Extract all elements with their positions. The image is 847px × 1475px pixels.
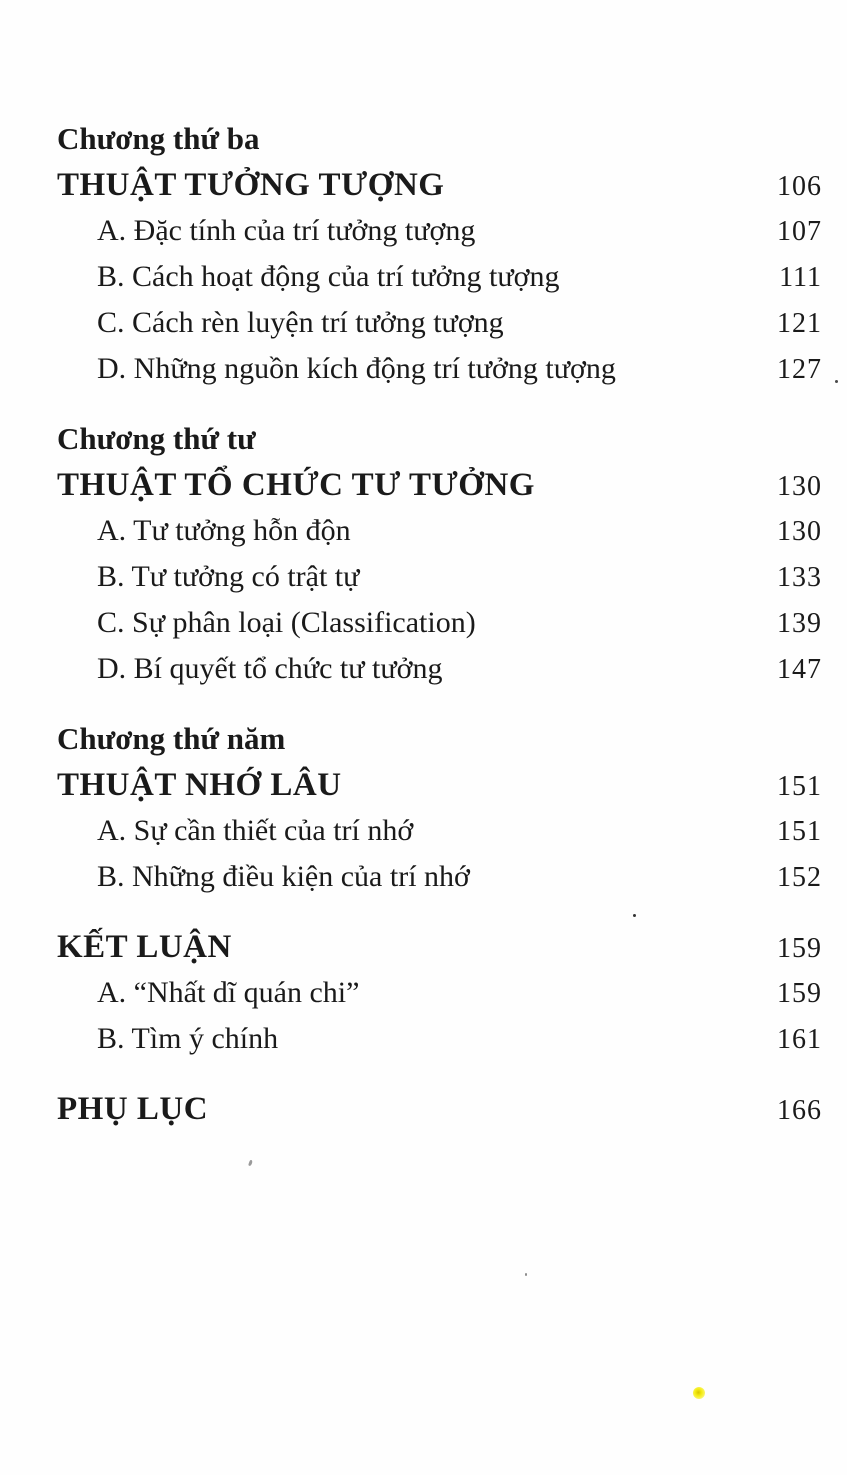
toc-item-page-number: 111 bbox=[779, 262, 822, 293]
toc-section-chapter-4 bbox=[57, 416, 822, 692]
chapter-title-row bbox=[57, 162, 822, 208]
toc-item-label: B. Những điều kiện của trí nhớ bbox=[97, 860, 470, 893]
chapter-title: THUẬT NHỚ LÂU bbox=[57, 767, 342, 803]
toc-item-page-number: 152 bbox=[777, 862, 822, 893]
toc-item-label: C. Cách rèn luyện trí tưởng tượng bbox=[97, 306, 504, 339]
scan-speck-icon bbox=[633, 914, 636, 917]
chapter-title-row bbox=[57, 924, 822, 970]
chapter-page-number: 106 bbox=[777, 171, 822, 202]
chapter-title: KẾT LUẬN bbox=[57, 929, 232, 965]
toc-item-page-number: 147 bbox=[777, 654, 822, 685]
table-of-contents bbox=[57, 116, 822, 1156]
toc-item bbox=[57, 346, 822, 392]
chapter-label: Chương thứ năm bbox=[57, 721, 286, 756]
scan-speck-icon bbox=[248, 1160, 253, 1167]
toc-section-chapter-5 bbox=[57, 716, 822, 900]
chapter-title: THUẬT TƯỞNG TƯỢNG bbox=[57, 167, 445, 203]
chapter-page-number: 159 bbox=[777, 933, 822, 964]
toc-item-page-number: 121 bbox=[777, 308, 822, 339]
toc-item-page-number: 139 bbox=[777, 608, 822, 639]
chapter-title: PHỤ LỤC bbox=[57, 1091, 209, 1127]
chapter-page-number: 151 bbox=[777, 771, 822, 802]
toc-item-label: B. Cách hoạt động của trí tưởng tượng bbox=[97, 260, 560, 293]
chapter-title-row bbox=[57, 762, 822, 808]
toc-section-chapter-3 bbox=[57, 116, 822, 392]
chapter-title-row bbox=[57, 1086, 822, 1132]
chapter-title: THUẬT TỔ CHỨC TƯ TƯỞNG bbox=[57, 467, 535, 503]
toc-item-page-number: 107 bbox=[777, 216, 822, 247]
toc-item bbox=[57, 508, 822, 554]
chapter-label: Chương thứ ba bbox=[57, 121, 260, 156]
scan-speck-icon bbox=[835, 380, 838, 383]
toc-item-label: C. Sự phân loại (Classification) bbox=[97, 606, 476, 639]
toc-item bbox=[57, 854, 822, 900]
toc-item bbox=[57, 646, 822, 692]
toc-item-page-number: 151 bbox=[777, 816, 822, 847]
toc-item-page-number: 159 bbox=[777, 978, 822, 1009]
chapter-title-row bbox=[57, 462, 822, 508]
yellow-mark-icon bbox=[693, 1387, 705, 1399]
toc-item-label: D. Bí quyết tổ chức tư tưởng bbox=[97, 652, 443, 685]
toc-item-label: D. Những nguồn kích động trí tưởng tượng bbox=[97, 352, 616, 385]
toc-item-page-number: 133 bbox=[777, 562, 822, 593]
toc-item bbox=[57, 254, 822, 300]
chapter-label: Chương thứ tư bbox=[57, 421, 256, 456]
chapter-page-number: 166 bbox=[777, 1095, 822, 1126]
toc-item-label: B. Tư tưởng có trật tự bbox=[97, 560, 360, 593]
scan-speck-icon bbox=[525, 1273, 527, 1276]
toc-item bbox=[57, 600, 822, 646]
toc-item bbox=[57, 1016, 822, 1062]
toc-item bbox=[57, 554, 822, 600]
toc-item-page-number: 161 bbox=[777, 1024, 822, 1055]
toc-item-page-number: 130 bbox=[777, 516, 822, 547]
toc-item-label: A. Đặc tính của trí tưởng tượng bbox=[97, 214, 476, 247]
toc-item-label: A. Tư tưởng hỗn độn bbox=[97, 514, 351, 547]
toc-item-label: B. Tìm ý chính bbox=[97, 1022, 279, 1055]
toc-item-label: A. Sự cần thiết của trí nhớ bbox=[97, 814, 414, 847]
chapter-page-number: 130 bbox=[777, 471, 822, 502]
toc-item-page-number: 127 bbox=[777, 354, 822, 385]
toc-item bbox=[57, 208, 822, 254]
toc-item bbox=[57, 808, 822, 854]
toc-item bbox=[57, 300, 822, 346]
toc-item-label: A. “Nhất dĩ quán chi” bbox=[97, 976, 360, 1009]
toc-section-appendix bbox=[57, 1086, 822, 1132]
toc-section-conclusion bbox=[57, 924, 822, 1062]
toc-item bbox=[57, 970, 822, 1016]
